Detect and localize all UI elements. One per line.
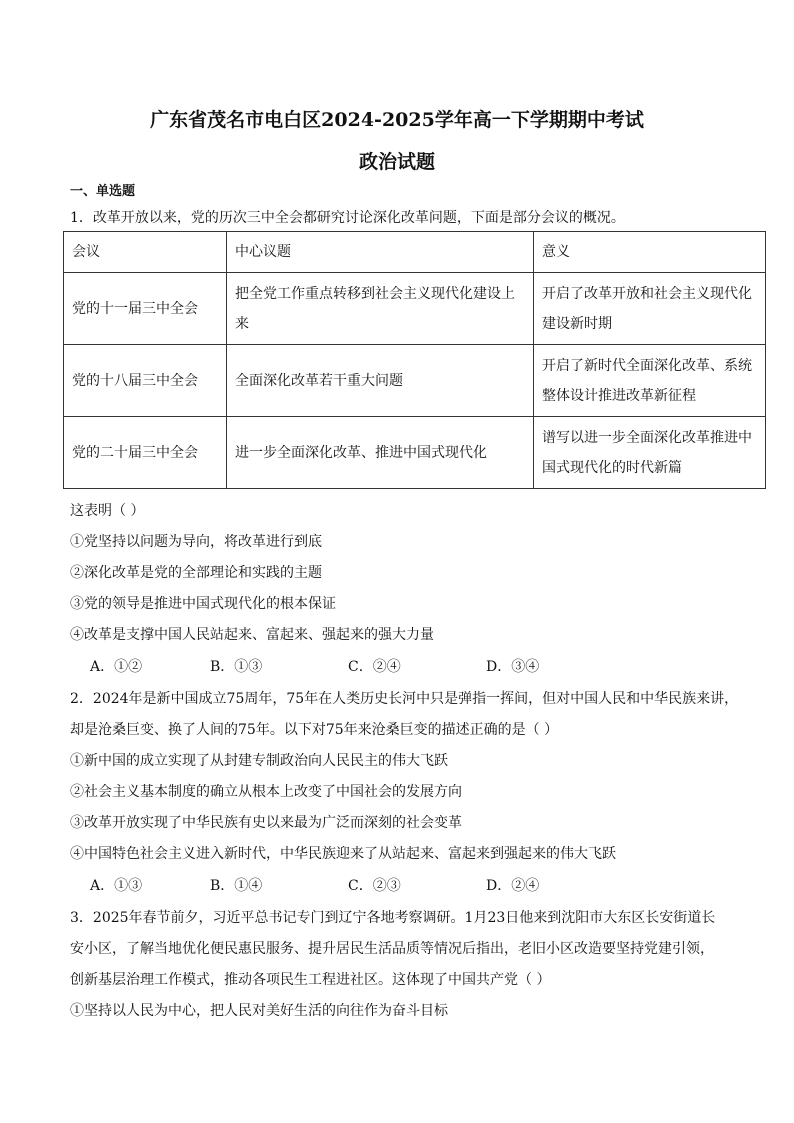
table-cell: 开启了新时代全面深化改革、系统整体设计推进改革新征程 bbox=[534, 345, 766, 417]
question-2-item: ④中国特色社会主义进入新时代，中华民族迎来了从站起来、富起来到强起来的伟大飞跃 bbox=[70, 846, 616, 862]
table-cell: 党的二十届三中全会 bbox=[64, 417, 227, 489]
section-heading: 一、单选题 bbox=[70, 184, 136, 199]
table-row bbox=[64, 345, 766, 417]
question-3-stem: 3．2025年春节前夕，习近平总书记专门到辽宁各地考察调研。1月23日他来到沈阳市大东区长安街道长 bbox=[70, 910, 716, 926]
question-1-stem: 1．改革开放以来，党的历次三中全会都研究讨论深化改革问题，下面是部分会议的概况。 bbox=[70, 210, 625, 226]
table-row bbox=[64, 417, 766, 489]
question-3-item: ①坚持以人民为中心，把人民对美好生活的向往作为奋斗目标 bbox=[70, 1003, 448, 1019]
table-cell: 开启了改革开放和社会主义现代化建设新时期 bbox=[534, 273, 766, 345]
table-cell: 党的十一届三中全会 bbox=[64, 273, 227, 345]
option-c[interactable]: C．②④ bbox=[348, 659, 401, 675]
table-cell: 党的十八届三中全会 bbox=[64, 345, 227, 417]
question-1-prompt: 这表明（ ） bbox=[70, 503, 145, 519]
question-1-item: ④改革是支撑中国人民站起来、富起来、强起来的强大力量 bbox=[70, 627, 434, 643]
table-header-cell: 中心议题 bbox=[227, 232, 534, 273]
question-3-stem: 安小区，了解当地优化便民惠民服务、提升居民生活品质等情况后指出，老旧小区改造要坚持党建引领， bbox=[70, 941, 714, 957]
question-2-item: ①新中国的成立实现了从封建专制政治向人民民主的伟大飞跃 bbox=[70, 753, 448, 769]
exam-subtitle: 政治试题 bbox=[358, 151, 435, 173]
table-header-cell: 意义 bbox=[534, 232, 766, 273]
meetings-table bbox=[63, 231, 766, 489]
question-2-stem: 却是沧桑巨变、换了人间的75年。以下对75年来沧桑巨变的描述正确的是（ ） bbox=[70, 722, 559, 738]
question-3-stem: 创新基层治理工作模式，推动各项民生工程进社区。这体现了中国共产党（ ） bbox=[70, 972, 551, 988]
table-cell: 把全党工作重点转移到社会主义现代化建设上来 bbox=[227, 273, 534, 345]
option-c[interactable]: C．②③ bbox=[348, 878, 401, 894]
exam-title: 广东省茂名市电白区2024-2025学年高一下学期期中考试 bbox=[150, 109, 644, 131]
option-d[interactable]: D．③④ bbox=[486, 659, 540, 675]
table-header-cell: 会议 bbox=[64, 232, 227, 273]
table-cell: 谱写以进一步全面深化改革推进中国式现代化的时代新篇 bbox=[534, 417, 766, 489]
option-a[interactable]: A．①② bbox=[90, 659, 143, 675]
option-a[interactable]: A．①③ bbox=[90, 878, 143, 894]
question-2-stem: 2．2024年是新中国成立75周年，75年在人类历史长河中只是弹指一挥间，但对中国人民和中华民族来讲， bbox=[70, 691, 739, 707]
question-1-item: ③党的领导是推进中国式现代化的根本保证 bbox=[70, 596, 336, 612]
table-cell: 进一步全面深化改革、推进中国式现代化 bbox=[227, 417, 534, 489]
table-row bbox=[64, 273, 766, 345]
question-2-item: ③改革开放实现了中华民族有史以来最为广泛而深刻的社会变革 bbox=[70, 815, 462, 831]
option-b[interactable]: B．①④ bbox=[210, 878, 263, 894]
option-b[interactable]: B．①③ bbox=[210, 659, 263, 675]
question-2-item: ②社会主义基本制度的确立从根本上改变了中国社会的发展方向 bbox=[70, 784, 462, 800]
question-1-item: ①党坚持以问题为导向，将改革进行到底 bbox=[70, 534, 322, 550]
option-d[interactable]: D．②④ bbox=[486, 878, 540, 894]
question-1-item: ②深化改革是党的全部理论和实践的主题 bbox=[70, 565, 322, 581]
table-cell: 全面深化改革若干重大问题 bbox=[227, 345, 534, 417]
table-header-row bbox=[64, 232, 766, 273]
